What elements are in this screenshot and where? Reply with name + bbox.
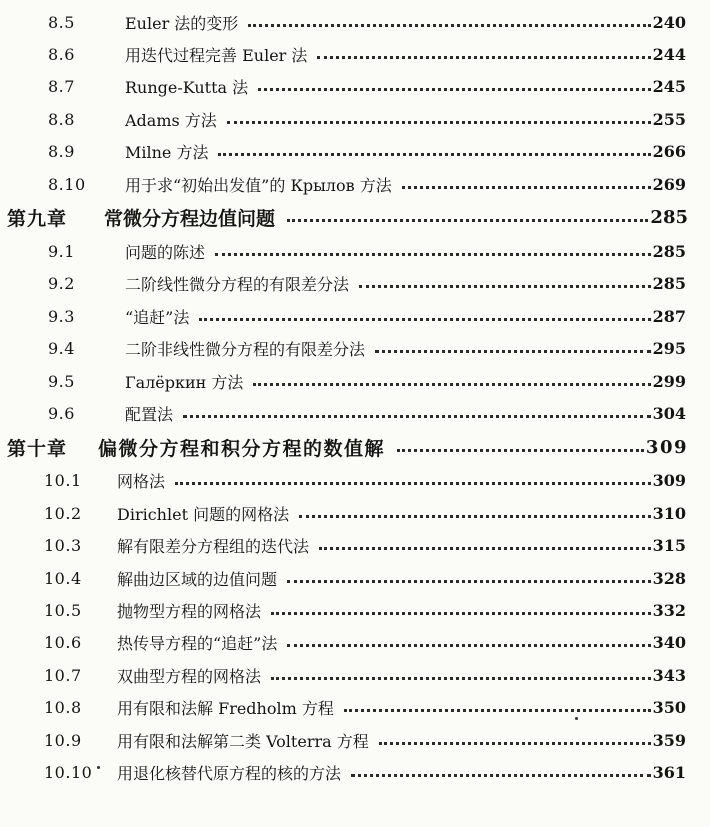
dot-leader	[319, 547, 651, 550]
section-number: 9.2	[48, 274, 75, 294]
section-title: 配置法	[125, 404, 174, 424]
page-number: 266	[652, 142, 686, 162]
page-number: 244	[652, 45, 686, 65]
dot-leader	[402, 186, 651, 189]
section-number: 9.3	[48, 306, 75, 326]
dot-leader	[227, 121, 651, 124]
chapter-label: 第十章	[7, 437, 68, 460]
section-title: 用有限和法解 Fredholm 方程	[117, 699, 334, 719]
section-number: 10.10	[44, 762, 93, 782]
section-number: 9.5	[48, 371, 75, 391]
section-number: 10.5	[44, 600, 82, 620]
toc-entry-9-2[interactable]	[0, 268, 710, 300]
section-title: Milne 方法	[125, 143, 209, 163]
dot-leader	[258, 88, 650, 91]
section-title: 用有限和法解第二类 Volterra 方程	[117, 731, 369, 751]
section-number: 10.6	[44, 633, 82, 653]
page-number: 295	[652, 339, 686, 359]
dot-leader	[287, 644, 650, 647]
section-number: 10.8	[44, 698, 82, 718]
dot-leader	[199, 318, 650, 321]
page-number: 361	[652, 762, 686, 782]
dot-leader	[359, 285, 651, 288]
section-number: 9.4	[48, 339, 75, 359]
toc-entry-10-8[interactable]	[0, 691, 710, 723]
dot-leader	[248, 24, 650, 27]
chapter-title: 常微分方程边值问题	[104, 208, 276, 231]
page-number: 350	[652, 698, 686, 718]
section-number: 10.9	[44, 730, 82, 750]
toc-entry-9-5[interactable]	[0, 365, 710, 397]
section-title: 热传导方程的“追赶”法	[117, 634, 278, 654]
page-number: 309	[645, 436, 688, 458]
section-number: 8.7	[48, 77, 75, 97]
section-title: 二阶非线性微分方程的有限差分法	[125, 340, 366, 360]
toc-entry-10-5[interactable]	[0, 594, 710, 626]
section-title: Adams 方法	[125, 110, 217, 130]
section-number: 10.1	[44, 471, 82, 491]
page-number: 255	[652, 109, 686, 129]
section-title: 二阶线性微分方程的有限差分法	[125, 275, 350, 295]
section-number: 10.2	[44, 503, 82, 523]
toc-chapter-10[interactable]	[0, 430, 710, 465]
dot-leader	[344, 709, 651, 712]
page-number: 285	[652, 242, 686, 262]
section-number: 10.3	[44, 536, 82, 556]
page-number: 309	[652, 471, 686, 491]
dot-leader	[175, 482, 651, 485]
page-number: 299	[652, 371, 686, 391]
page-number: 310	[652, 503, 686, 523]
page-number: 287	[652, 306, 686, 326]
toc-entry-10-10[interactable]	[0, 756, 710, 788]
chapter-label: 第九章	[7, 208, 68, 231]
section-title: Runge-Kutta 法	[125, 78, 249, 98]
section-number: 8.10	[48, 174, 86, 194]
page-number: 285	[650, 207, 688, 229]
page-number: 340	[652, 633, 686, 653]
toc-entry-10-9[interactable]	[0, 724, 710, 756]
toc-entry-10-7[interactable]	[0, 659, 710, 691]
section-number: 8.9	[48, 142, 75, 162]
section-title: 解曲边区域的边值问题	[117, 569, 278, 589]
toc-entry-9-4[interactable]	[0, 333, 710, 365]
section-number: 9.1	[48, 242, 75, 262]
section-title: 用于求“初始出发值”的 Крылов 方法	[125, 175, 392, 195]
section-number: 8.5	[48, 12, 75, 32]
dot-leader	[299, 515, 651, 518]
section-number: 8.6	[48, 45, 75, 65]
toc-entry-8-8[interactable]	[0, 103, 710, 135]
toc-entry-10-2[interactable]	[0, 497, 710, 529]
toc-entry-8-7[interactable]	[0, 71, 710, 103]
page-number: 304	[652, 403, 686, 423]
dot-leader	[397, 449, 644, 452]
section-title: 用迭代过程完善 Euler 法	[125, 46, 308, 66]
dot-leader	[253, 383, 650, 386]
toc-entry-10-3[interactable]	[0, 529, 710, 561]
dot-leader	[287, 219, 648, 222]
table-of-contents	[0, 6, 710, 789]
section-title: 解有限差分方程组的迭代法	[117, 537, 310, 557]
page-number: 240	[652, 12, 686, 32]
section-title: 双曲型方程的网格法	[117, 666, 262, 686]
section-title: “追赶”法	[125, 307, 190, 327]
page-number: 269	[652, 174, 686, 194]
section-number: 9.6	[48, 403, 75, 423]
section-title: 用退化核替代原方程的核的方法	[117, 763, 342, 783]
section-number: 8.8	[48, 109, 75, 129]
section-title: 问题的陈述	[125, 243, 206, 263]
chapter-title: 偏微分方程和积分方程的数值解	[98, 437, 386, 460]
toc-entry-9-1[interactable]	[0, 235, 710, 267]
section-number: 10.4	[44, 568, 82, 588]
section-title: 网格法	[117, 472, 166, 492]
section-title: 抛物型方程的网格法	[117, 601, 262, 621]
toc-chapter-9[interactable]	[0, 200, 710, 235]
page-number: 332	[652, 600, 686, 620]
page-number: 245	[652, 77, 686, 97]
section-title: Галёркин 方法	[125, 372, 244, 392]
section-title: Dirichlet 问题的网格法	[117, 504, 290, 524]
toc-entry-9-6[interactable]	[0, 397, 710, 429]
dot-leader	[218, 153, 650, 156]
page-number: 359	[652, 730, 686, 750]
scan-speck	[97, 766, 100, 769]
section-title: Euler 法的变形	[125, 13, 239, 33]
toc-entry-8-5[interactable]	[0, 6, 710, 38]
toc-entry-8-10[interactable]	[0, 168, 710, 200]
page-number: 315	[652, 536, 686, 556]
dot-leader	[271, 677, 651, 680]
dot-leader	[351, 774, 651, 777]
page-number: 285	[652, 274, 686, 294]
toc-entry-10-6[interactable]	[0, 627, 710, 659]
dot-leader	[375, 350, 651, 353]
page-number: 328	[652, 568, 686, 588]
dot-leader	[287, 580, 651, 583]
toc-entry-10-4[interactable]	[0, 562, 710, 594]
page-number: 343	[652, 665, 686, 685]
scan-speck	[575, 717, 578, 720]
dot-leader	[183, 415, 651, 418]
dot-leader	[271, 612, 651, 615]
toc-entry-8-9[interactable]	[0, 136, 710, 168]
toc-entry-9-3[interactable]	[0, 300, 710, 332]
dot-leader	[317, 56, 650, 59]
dot-leader	[379, 742, 651, 745]
toc-entry-10-1[interactable]	[0, 465, 710, 497]
section-number: 10.7	[44, 665, 82, 685]
dot-leader	[215, 253, 651, 256]
toc-entry-8-6[interactable]	[0, 38, 710, 70]
